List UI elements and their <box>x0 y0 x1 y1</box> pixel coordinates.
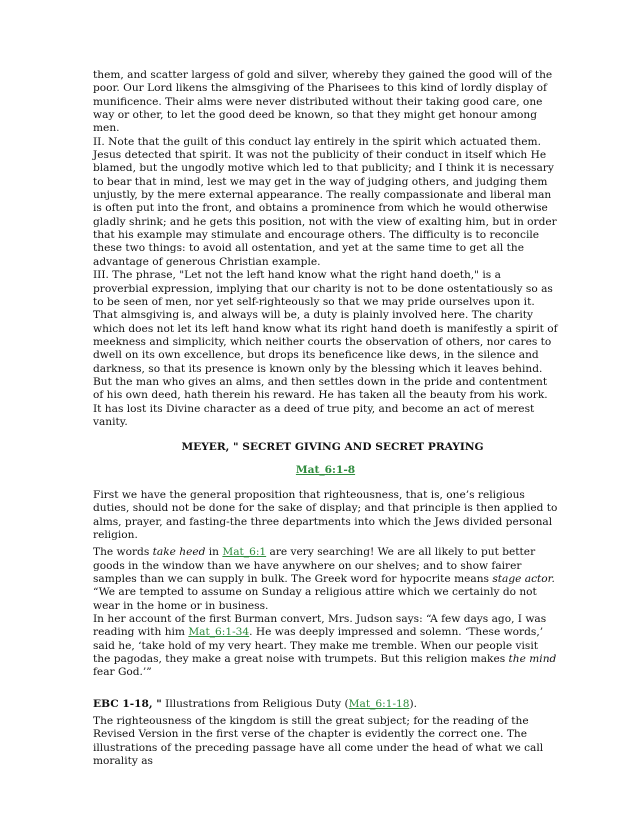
text-segment: “We are tempted to assume on Sunday a religious attire which we certainly do not wear in the home or in business. <box>93 586 537 612</box>
text-segment: fear God.’” <box>93 666 152 679</box>
ebc-label: EBC 1-18, " <box>93 697 162 710</box>
meyer-paragraph-general: First we have the general proposition that righteousness, that is, one’s religious duties, should not be done for the sake of display; and that principle is then applied to alms, prayer, and fasting-the three departments into which the Jews divided personal religion. <box>93 488 558 541</box>
paragraph-point-three: III. The phrase, "Let not the left hand know what the right hand doeth," is a proverbial expression, implying that our charity is not to be done ostentatiously so as to be seen of men, nor yet self-righteously so that we may pride ourselves upon it. That almsgiving is, and always will be, a duty is plainly involved here. The charity which does not let its left hand know what its right hand doeth is manifestly a spirit of meekness and simplicity, which neither courts the observation of others, nor cares to dwell on its own excellence, but drops its beneficence like dews, in the silence and darkness, so that its presence is known only by the blessing which it leaves behind. But the man who gives an alms, and then settles down in the pride and contentment of his own deed, hath therein his reward. He has taken all the beauty from his work. It has lost its Divine character as a deed of true pity, and become an act of merest vanity. <box>93 269 558 428</box>
emphasis-the-mind: the mind <box>508 653 557 666</box>
text-segment: The words <box>93 546 153 559</box>
scripture-link-mat-6-1[interactable]: Mat_6:1 <box>222 546 267 559</box>
text-segment: Illustrations from Religious Duty ( <box>161 697 349 710</box>
ebc-paragraph-righteousness: The righteousness of the kingdom is still the great subject; for the reading of the Revised Version in the first verse of the chapter is evidently the correct one. The illustrations of the preceding passage have all come under the head of what we call morality as <box>93 715 544 768</box>
text-segment: in <box>205 546 223 559</box>
text-segment: In her account of the first Burman convert, Mrs. Judson says: “A few days ago, I was reading with him <box>93 613 547 639</box>
meyer-scripture-link[interactable]: Mat_6:1-8 <box>295 463 356 476</box>
spacer <box>93 429 558 441</box>
meyer-heading: MEYER, " SECRET GIVING AND SECRET PRAYING <box>181 441 484 454</box>
meyer-ref-line <box>93 464 558 477</box>
scripture-link-mat-6-1-18[interactable]: Mat_6:1-18 <box>348 697 410 710</box>
paragraph-point-two: II. Note that the guilt of this conduct lay entirely in the spirit which actuated them. Jesus detected that spirit. It was not the publicity of their conduct in itself which He blamed, but the ungodly motive which led to that publicity; and I think it is necessary to bear that in mind, lest we may get in the way of judging others, and judging them unjustly, by the mere external appearance. The really compassionate and liberal man is often put into the front, and obtains a prominence from which he would otherwise gladly shrink; and he gets this position, not with the view of exalting him, but in order that his example may stimulate and encourage others. The difficulty is to reconcile these two things: to avoid all ostentation, and yet at the same time to get all the advantage of generous Christian example. <box>93 135 557 268</box>
emphasis-take-heed: take heed <box>152 546 206 559</box>
text-segment: . He was deeply impressed and solemn. ‘These words,’ said he, ‘take hold of my very heart. They make me tremble. When our people visit the pagodas, they make a great noise with trumpets. But this religion makes <box>93 626 544 666</box>
text-segment: are very searching! We are all likely to put better goods in the window than we have anywhere on our shelves; and to show fairer samples than we can supply in bulk. The Greek word for hypocrite means <box>93 546 536 586</box>
spacer <box>93 680 558 698</box>
meyer-paragraph-take-heed <box>93 546 558 613</box>
spacer <box>93 477 558 489</box>
ebc-title-line <box>93 698 558 711</box>
meyer-paragraph-judson <box>93 613 558 680</box>
paragraph-largess: them, and scatter largess of gold and silver, whereby they gained the good will of the poor. Our Lord likens the almsgiving of the Pharisees to this kind of lordly display of munificence. Their alms were never distributed without their taking good care, one way or other, to let the good deed be known, so that they might get honour among men. <box>93 69 553 135</box>
scripture-link-mat-6-1-34[interactable]: Mat_6:1-34 <box>188 626 250 639</box>
text-segment: ). <box>409 697 418 710</box>
emphasis-stage-actor: stage actor. <box>492 573 555 586</box>
